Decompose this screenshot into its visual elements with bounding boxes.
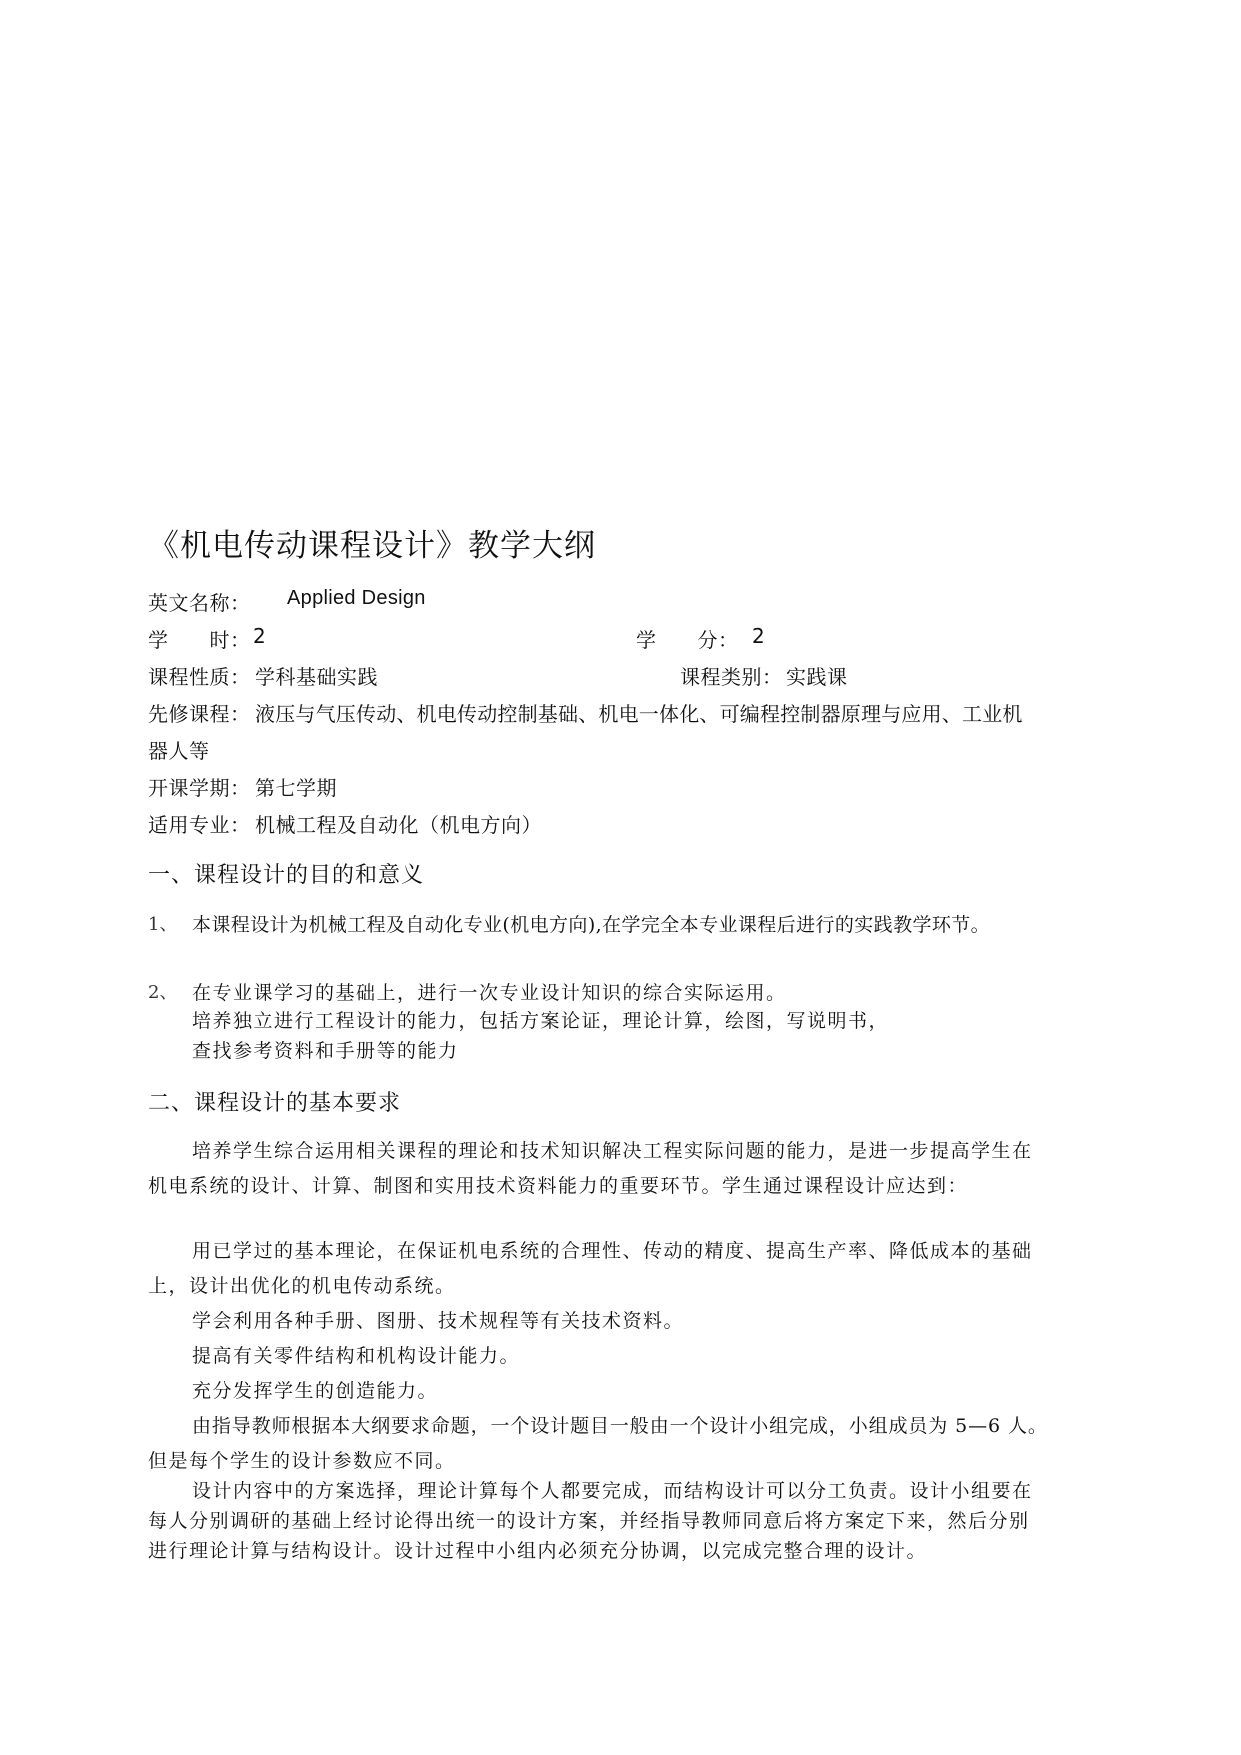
english-name-value: Applied Design [287, 587, 426, 609]
semester-label: 开课学期： [148, 776, 251, 800]
section2-p3: 学会利用各种手册、图册、技术规程等有关技术资料。 [192, 1310, 685, 1332]
section2-p2-line1: 用已学过的基本理论，在保证机电系统的合理性、传动的精度、提高生产率、降低成本的基础 [192, 1240, 1033, 1262]
credits-value: 2 [752, 624, 766, 648]
section1-item1-text: 本课程设计为机械工程及自动化专业(机电方向),在学完全本专业课程后进行的实践教学环节。 [192, 914, 991, 936]
section2-heading: 二、课程设计的基本要求 [148, 1091, 402, 1116]
hours-label: 学 时： [148, 628, 251, 652]
section2-p7-line3: 进行理论计算与结构设计。设计过程中小组内必须充分协调，以完成完整合理的设计。 [148, 1540, 928, 1562]
section2-p1-line2: 机电系统的设计、计算、制图和实用技术资料能力的重要环节。学生通过课程设计应达到： [148, 1175, 969, 1197]
section1-item1-number: 1、 [148, 914, 178, 935]
nature-value: 学科基础实践 [255, 665, 378, 689]
major-value: 机械工程及自动化（机电方向） [255, 813, 542, 837]
nature-label: 课程性质： [148, 665, 251, 689]
section2-p6-line1: 由指导教师根据本大纲要求命题，一个设计题目一般由一个设计小组完成，小组成员为 5—6 人。 [192, 1415, 1048, 1437]
major-label: 适用专业： [148, 813, 251, 837]
document-title: 《机电传动课程设计》教学大纲 [148, 528, 596, 564]
credits-label: 学 分： [636, 628, 739, 652]
english-name-label: 英文名称： [148, 591, 251, 615]
section2-p5: 充分发挥学生的创造能力。 [192, 1380, 439, 1402]
section1-heading: 一、课程设计的目的和意义 [148, 863, 425, 888]
section2-p1-line1: 培养学生综合运用相关课程的理论和技术知识解决工程实际问题的能力，是进一步提高学生在 [192, 1140, 1033, 1162]
section1-item2-line3: 查找参考资料和手册等的能力 [192, 1040, 459, 1062]
section1-item2-line2: 培养独立进行工程设计的能力，包括方案论证，理论计算，绘图，写说明书， [192, 1010, 890, 1032]
section2-p6-line2: 但是每个学生的设计参数应不同。 [148, 1450, 456, 1472]
section2-p7-line1: 设计内容中的方案选择，理论计算每个人都要完成，而结构设计可以分工负责。设计小组要在 [192, 1480, 1033, 1502]
category-label: 课程类别： [680, 665, 783, 689]
prereq-label: 先修课程： [148, 702, 251, 726]
category-value: 实践课 [786, 665, 848, 689]
section1-item2-line1: 在专业课学习的基础上，进行一次专业设计知识的综合实际运用。 [192, 982, 787, 1004]
prereq-value-line2: 器人等 [148, 739, 210, 763]
section1-item2-number: 2、 [148, 982, 178, 1003]
section2-p4: 提高有关零件结构和机构设计能力。 [192, 1345, 521, 1367]
section2-p7-line2: 每人分别调研的基础上经讨论得出统一的设计方案，并经指导教师同意后将方案定下来，然后分别 [148, 1510, 1030, 1532]
hours-value: 2 [253, 624, 267, 648]
prereq-value-line1: 液压与气压传动、机电传动控制基础、机电一体化、可编程控制器原理与应用、工业机 [255, 702, 1023, 726]
section2-p2-line2: 上，设计出优化的机电传动系统。 [148, 1275, 456, 1297]
semester-value: 第七学期 [255, 776, 337, 800]
